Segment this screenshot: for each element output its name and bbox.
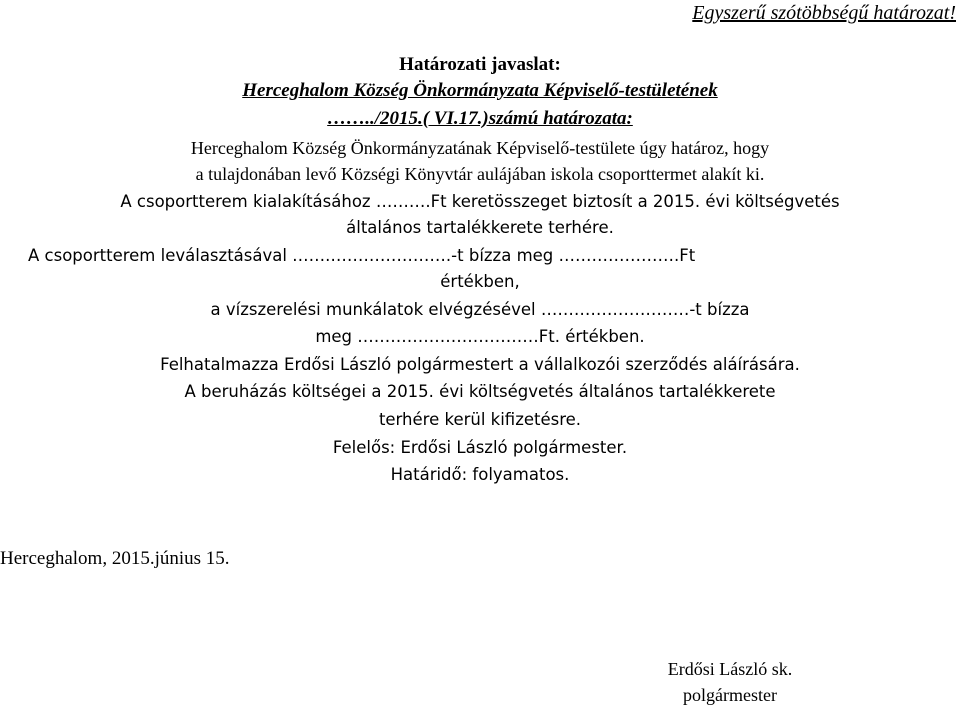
place-date: Herceghalom, 2015.június 15.	[0, 548, 230, 569]
clause-line-7: Felhatalmazza Erdősi László polgármestert a vállalkozói szerződés aláírására.	[160, 355, 800, 374]
signer-title: polgármester	[683, 685, 777, 705]
body-name: Herceghalom Község Önkormányzata Képviselő-testületének	[242, 80, 718, 101]
deadline-line: Határidő: folyamatos.	[390, 465, 570, 484]
clause-line-3: A csoportterem leválasztásával …….………………….-t bízza meg ………………….Ft	[28, 246, 696, 265]
resolution-number: ……../2015.( VI.17.)számú határozata:	[327, 108, 633, 129]
clause-line-1: A csoportterem kialakításához ……….Ft keretösszeget biztosít a 2015. évi költségvetés	[120, 192, 840, 211]
intro-line-2: a tulajdonában levő Községi Könyvtár aulájában iskola csoporttermet alakít ki.	[195, 164, 765, 184]
clause-line-9: terhére kerül kifizetésre.	[378, 410, 582, 429]
signature-block	[620, 656, 840, 708]
signer-name: Erdősi László sk.	[667, 659, 793, 679]
clause-line-5: a vízszerelési munkálatok elvégzésével ………………………-t bízza	[210, 300, 750, 319]
clause-line-8: A beruházás költségei a 2015. évi költségvetés általános tartalékkerete	[184, 382, 776, 401]
clause-line-4: értékben,	[440, 272, 520, 291]
clause-line-6: meg ……………………………Ft. értékben.	[315, 327, 645, 346]
responsible-line: Felelős: Erdősi László polgármester.	[332, 438, 628, 457]
header-note: Egyszerű szótöbbségű határozat!	[692, 2, 956, 24]
clause-line-2: általános tartalékkerete terhére.	[346, 218, 614, 237]
intro-line-1: Herceghalom Község Önkormányzatának Képviselő-testülete úgy határoz, hogy	[190, 138, 770, 158]
proposal-label: Határozati javaslat:	[399, 54, 561, 75]
